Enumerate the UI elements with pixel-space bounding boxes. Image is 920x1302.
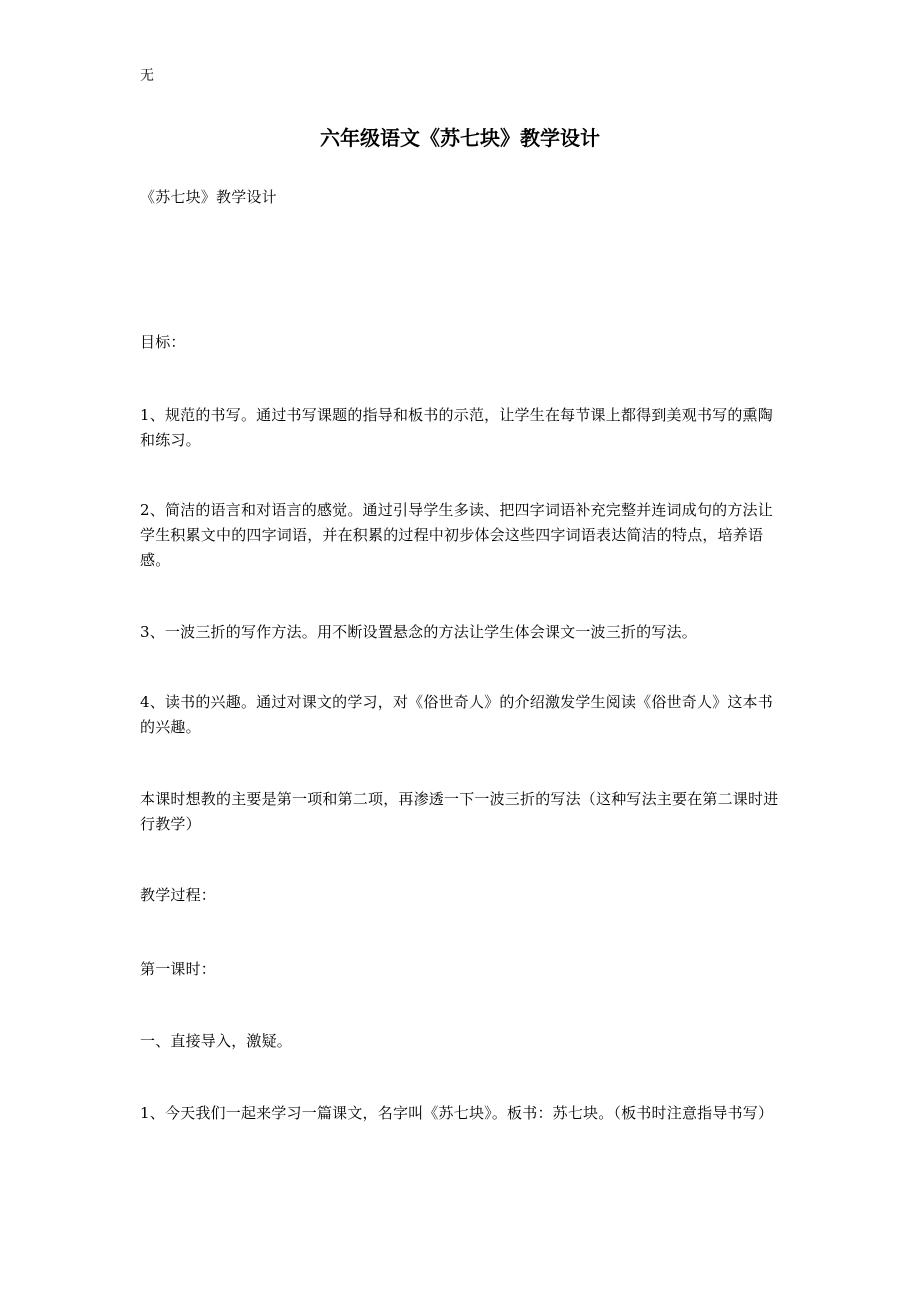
subtitle-paragraph: 《苏七块》教学设计 [140,188,277,206]
focus-note-paragraph: 本课时想教的主要是第一项和第二项，再渗透一下一波三折的写法（这种写法主要在第二课时进行教学） [140,790,779,833]
section-1-heading: 一、直接导入，激疑。 [140,1032,293,1050]
objectives-heading: 目标： [140,333,186,351]
page-header: 无 [140,68,154,84]
objective-3-paragraph: 3、一波三折的写作方法。用不断设置悬念的方法让学生体会课文一波三折的写法。 [140,623,697,641]
document-title: 六年级语文《苏七块》教学设计 [320,126,600,150]
first-lesson-heading: 第一课时： [140,960,217,978]
objective-4-paragraph: 4、读书的兴趣。通过对课文的学习，对《俗世奇人》的介绍激发学生阅读《俗世奇人》这本书的兴趣。 [140,693,773,736]
objective-2-paragraph: 2、简洁的语言和对语言的感觉。通过引导学生多读、把四字词语补充完整并连词成句的方法让学生积累文中的四字词语，并在积累的过程中初步体会这些四字词语表达简洁的特点，培养语感。 [140,501,773,569]
objective-1-paragraph: 1、规范的书写。通过书写课题的指导和板书的示范，让学生在每节课上都得到美观书写的熏陶和练习。 [140,406,773,449]
step-1-paragraph: 1、今天我们一起来学习一篇课文，名字叫《苏七块》。板书：苏七块。（板书时注意指导书写） [140,1104,774,1122]
process-heading: 教学过程： [140,886,217,904]
